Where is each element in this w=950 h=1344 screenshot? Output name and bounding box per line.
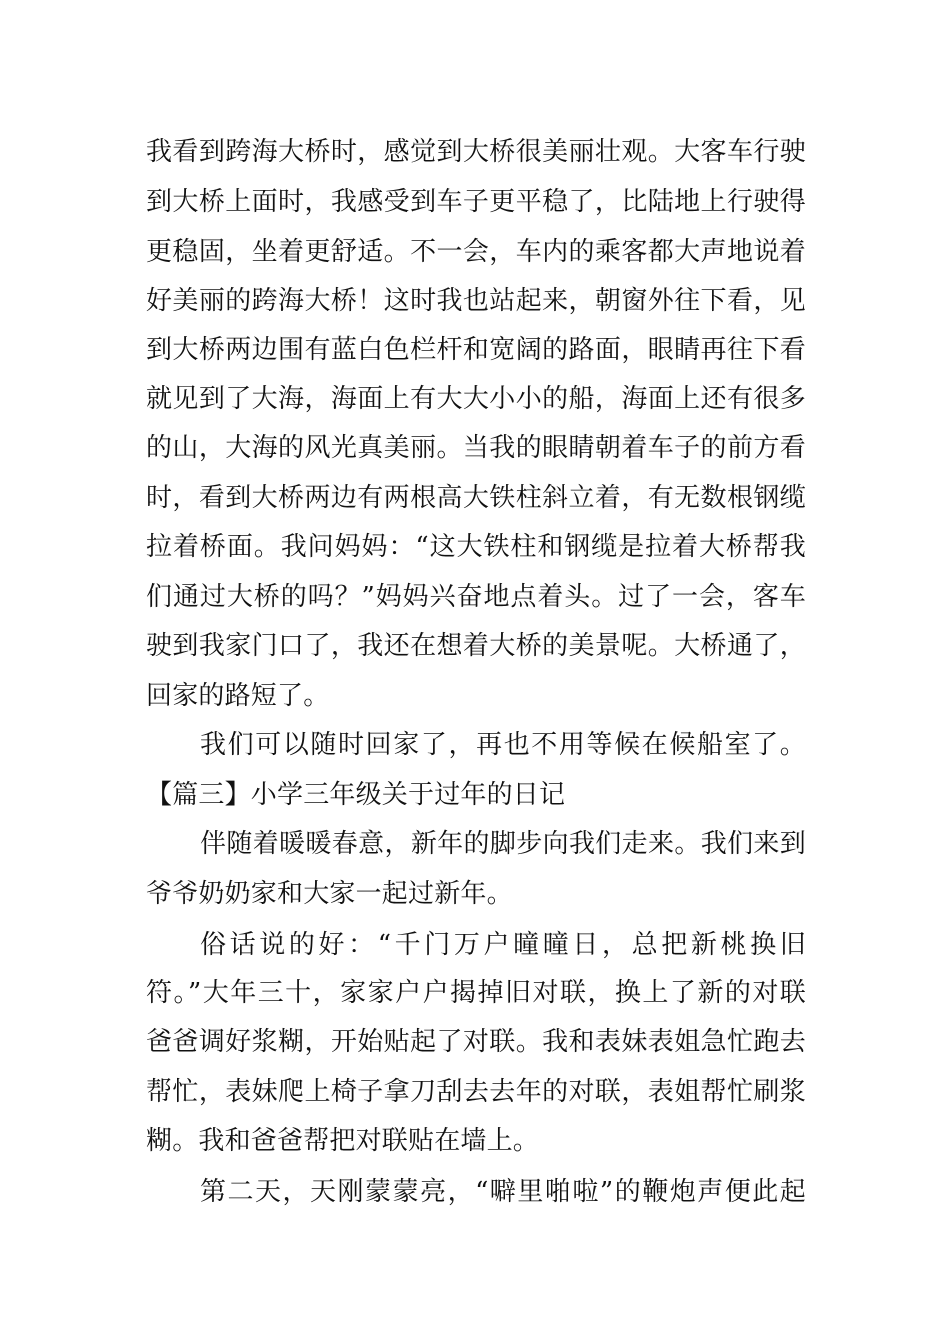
paragraph-line: 俗话说的好：“千门万户曈曈日，总把新桃换旧 [200,930,806,960]
paragraph-line: 伴随着暖暖春意，新年的脚步向我们走来。我们来到 [200,829,806,859]
text-line: 就见到了大海，海面上有大大小小的船，海面上还有很多 [146,384,806,414]
text-line: 时，看到大桥两边有两根高大铁柱斜立着，有无数根钢缆 [146,483,806,513]
text-line: 好美丽的跨海大桥！这时我也站起来，朝窗外往下看，见 [146,286,806,316]
text-line: 更稳固，坐着更舒适。不一会，车内的乘客都大声地说着 [146,237,806,267]
text-line: 的山，大海的风光真美丽。当我的眼睛朝着车子的前方看 [146,433,806,463]
paragraph-line: 第二天，天刚蒙蒙亮，“噼里啪啦”的鞭炮声便此起 [200,1177,806,1207]
text-line: 我看到跨海大桥时，感觉到大桥很美丽壮观。大客车行驶 [146,137,806,167]
text-line: 到大桥两边围有蓝白色栏杆和宽阔的路面，眼睛再往下看 [146,335,806,365]
text-line: 符。”大年三十，家家户户揭掉旧对联，换上了新的对联 [146,978,806,1008]
text-line: 们通过大桥的吗？”妈妈兴奋地点着头。过了一会，客车 [146,582,806,612]
text-line: 糊。我和爸爸帮把对联贴在墙上。 [146,1126,540,1156]
paragraph-line: 我们可以随时回家了，再也不用等候在候船室了。 [200,730,806,760]
text-line: 回家的路短了。 [146,681,330,711]
text-line: 爷爷奶奶家和大家一起过新年。 [146,879,513,909]
section-heading: 【篇三】小学三年级关于过年的日记 [146,780,566,810]
text-line: 到大桥上面时，我感受到车子更平稳了，比陆地上行驶得 [146,187,806,217]
text-line: 爸爸调好浆糊，开始贴起了对联。我和表妹表姐急忙跑去 [146,1027,806,1057]
text-line: 拉着桥面。我问妈妈：“这大铁柱和钢缆是拉着大桥帮我 [146,532,806,562]
text-line: 驶到我家门口了，我还在想着大桥的美景呢。大桥通了， [146,631,806,661]
text-line: 帮忙，表妹爬上椅子拿刀刮去去年的对联，表姐帮忙刷浆 [146,1077,806,1107]
